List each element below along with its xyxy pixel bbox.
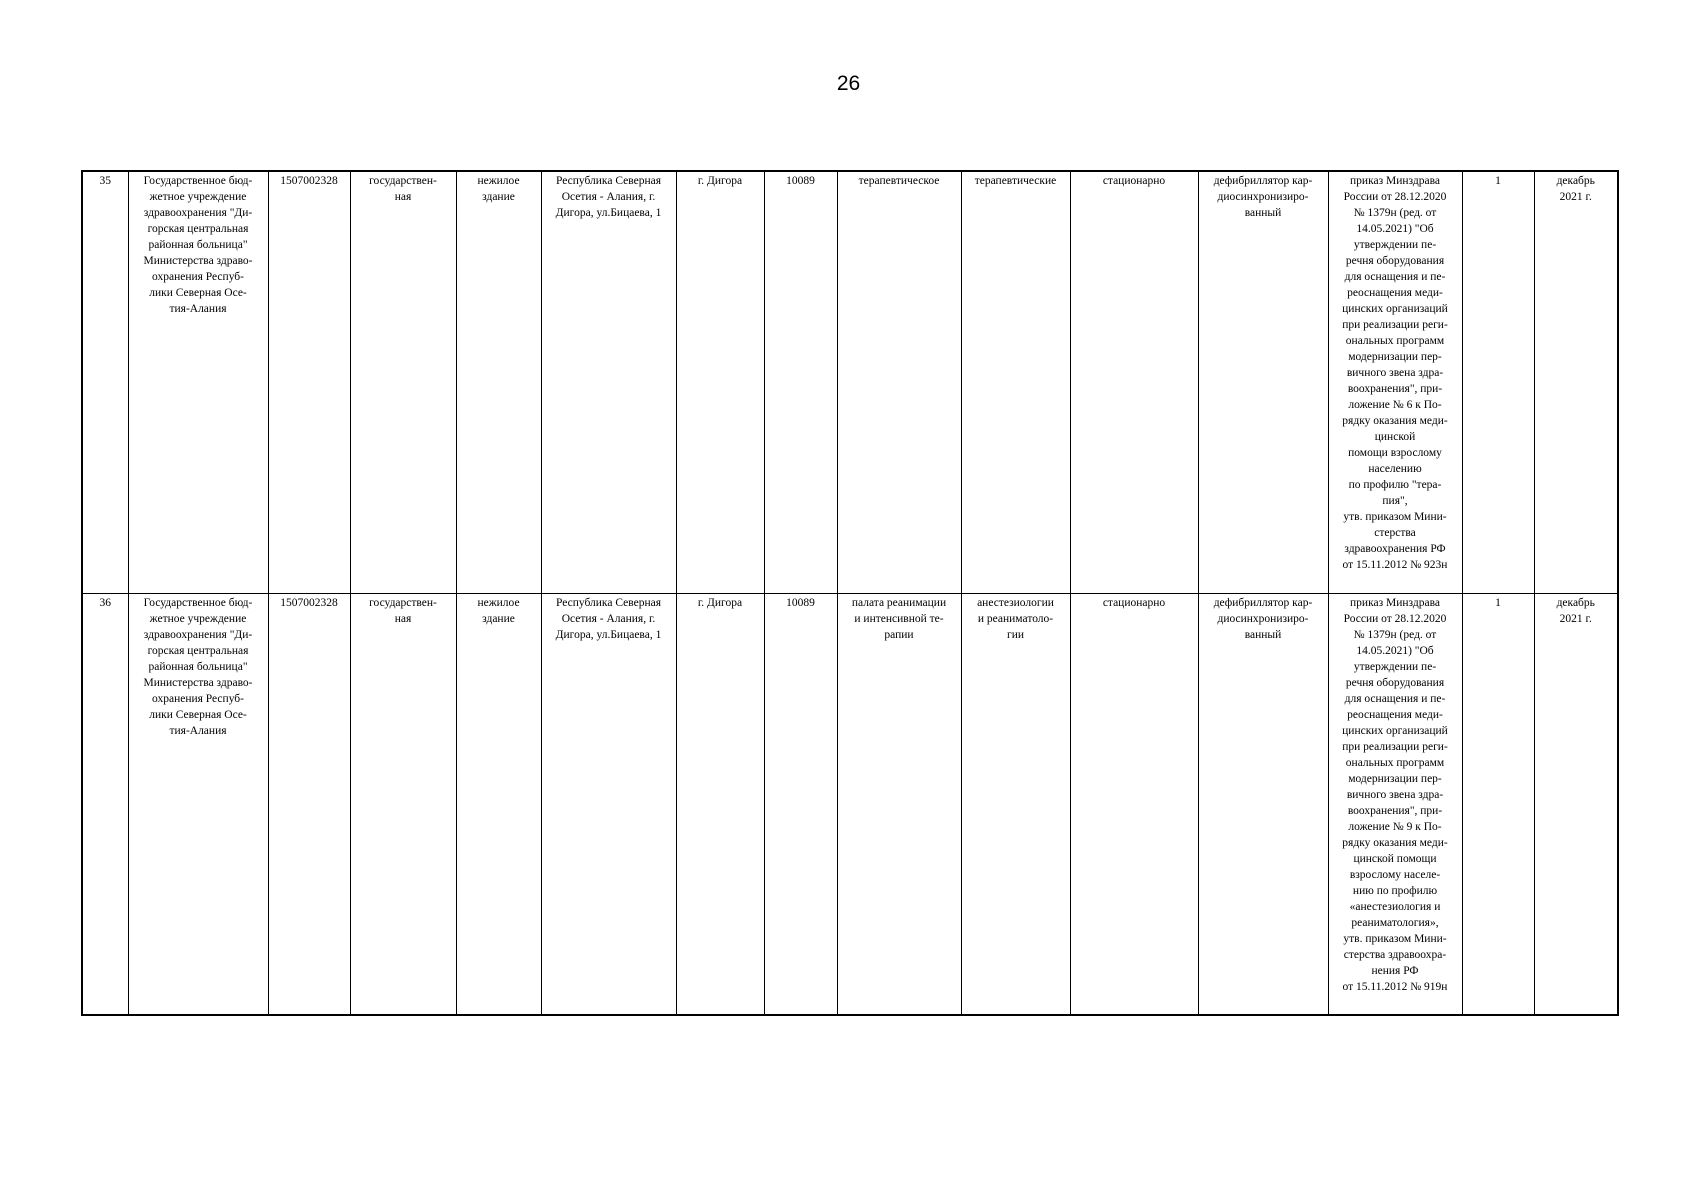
cell-equipment: дефибриллятор кар- диосинхронизиро- ванный — [1198, 593, 1328, 1015]
cell-city: г. Дигора — [676, 593, 764, 1015]
page-number: 26 — [836, 72, 861, 95]
cell-condition: стационарно — [1070, 593, 1198, 1015]
cell-profile: терапевтические — [961, 171, 1070, 593]
cell-code: 10089 — [764, 593, 837, 1015]
cell-basis: приказ Минздрава России от 28.12.2020 № 1379н (ред. от 14.05.2021) "Об утверждении пе- речня оборудования для оснащения и пе- реоснащения меди- цинских организаций при реализации реги- ональных программ модернизации пер- вичного звена здра- воохранения", при- ложение № 9 к По- рядку оказания меди- цинской помощи взрослому населе- нию по профилю «анестезиология и реаниматология», утв. приказом Мини- стерства здравоохра- нения РФ от 15.11.2012 № 919н — [1328, 593, 1462, 1015]
cell-number: 35 — [82, 171, 128, 593]
cell-condition: стационарно — [1070, 171, 1198, 593]
table-row — [82, 593, 1618, 1015]
cell-address: Республика Северная Осетия - Алания, г. Дигора, ул.Бицаева, 1 — [541, 593, 676, 1015]
cell-date: декабрь 2021 г. — [1534, 171, 1618, 593]
cell-department: палата реанимации и интенсивной те- рапии — [837, 593, 961, 1015]
cell-ownership: государствен- ная — [350, 593, 456, 1015]
cell-basis: приказ Минздрава России от 28.12.2020 № 1379н (ред. от 14.05.2021) "Об утверждении пе- речня оборудования для оснащения и пе- реоснащения меди- цинских организаций при реализации реги- ональных программ модернизации пер- вичного звена здра- воохранения", при- ложение № 6 к По- рядку оказания меди- цинской помощи взрослому населению по профилю "тера- пия", утв. приказом Мини- стерства здравоохранения РФ от 15.11.2012 № 923н — [1328, 171, 1462, 593]
cell-address: Республика Северная Осетия - Алания, г. Дигора, ул.Бицаева, 1 — [541, 171, 676, 593]
cell-inn: 1507002328 — [268, 593, 350, 1015]
cell-ownership: государствен- ная — [350, 171, 456, 593]
cell-inn: 1507002328 — [268, 171, 350, 593]
cell-organization: Государственное бюд- жетное учреждение здравоохранения "Ди- горская центральная районная больница" Министерства здраво- охранения Респуб- лики Северная Осе- тия-Алания — [128, 593, 268, 1015]
cell-equipment: дефибриллятор кар- диосинхронизиро- ванный — [1198, 171, 1328, 593]
cell-number: 36 — [82, 593, 128, 1015]
cell-date: декабрь 2021 г. — [1534, 593, 1618, 1015]
equipment-table — [81, 170, 1619, 1016]
cell-city: г. Дигора — [676, 171, 764, 593]
cell-organization: Государственное бюд- жетное учреждение здравоохранения "Ди- горская центральная районная больница" Министерства здраво- охранения Респуб- лики Северная Осе- тия-Алания — [128, 171, 268, 593]
cell-code: 10089 — [764, 171, 837, 593]
cell-building: нежилое здание — [456, 593, 541, 1015]
table-row — [82, 171, 1618, 593]
cell-quantity: 1 — [1462, 593, 1534, 1015]
cell-department: терапевтическое — [837, 171, 961, 593]
cell-quantity: 1 — [1462, 171, 1534, 593]
cell-building: нежилое здание — [456, 171, 541, 593]
cell-profile: анестезиологии и реаниматоло- гии — [961, 593, 1070, 1015]
